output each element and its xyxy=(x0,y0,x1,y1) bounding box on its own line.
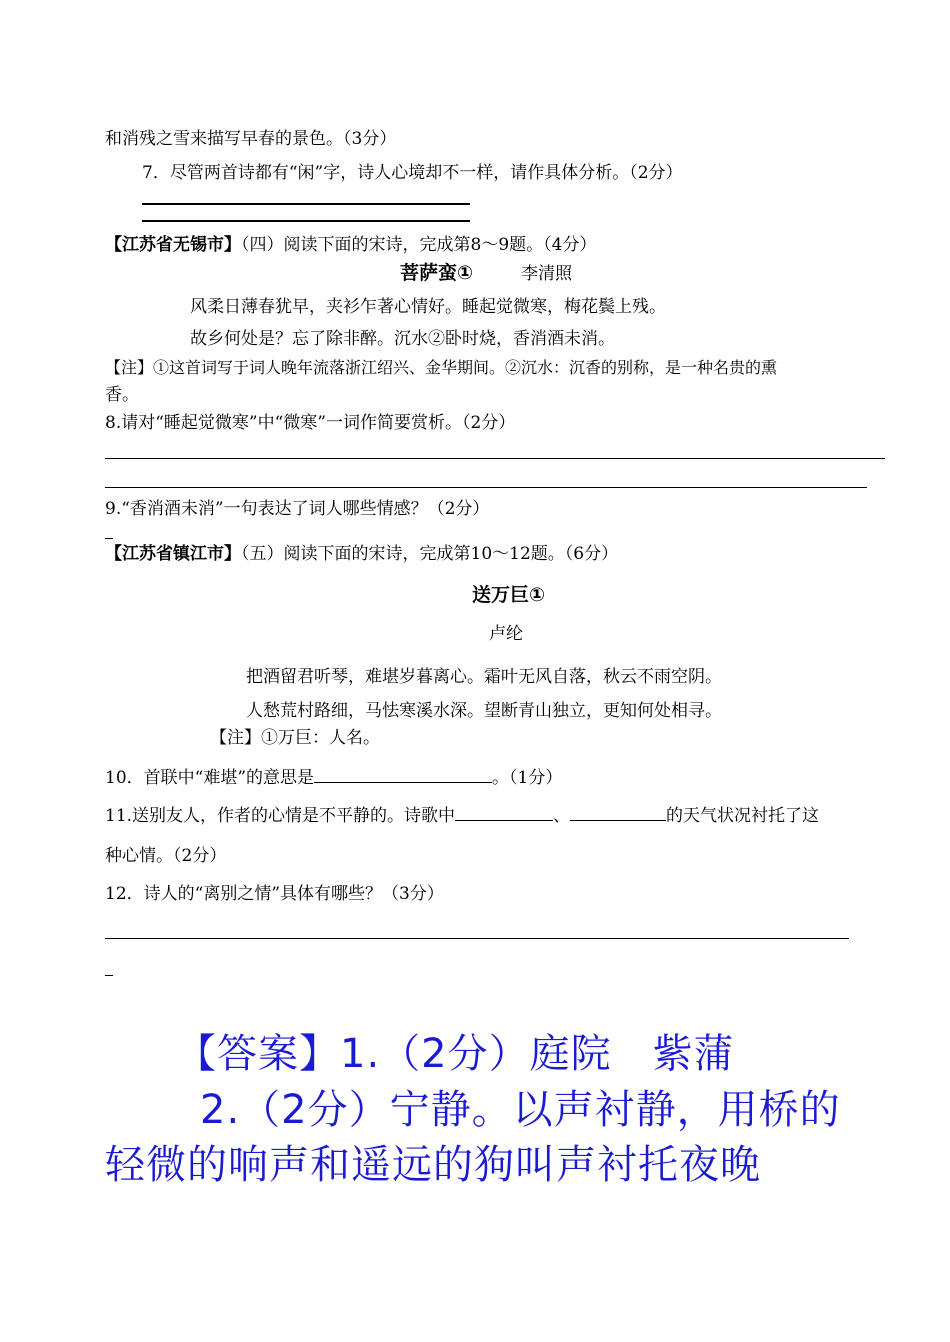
question-10-text: 10．首联中“难堪”的意思是 xyxy=(105,768,315,788)
question-11-text: 11.送别友人，作者的心情是不平静的。诗歌中 xyxy=(105,806,456,826)
question-11 xyxy=(105,802,819,827)
poem-4-title: 菩萨蛮① xyxy=(400,262,474,284)
answer-line xyxy=(105,975,113,976)
answer-line xyxy=(142,220,470,222)
answer-line xyxy=(105,487,867,488)
section-4-intro: （四）阅读下面的宋诗，完成第8～9题。（4分） xyxy=(241,235,597,255)
poem-4-heading xyxy=(400,262,572,285)
question-12: 12．诗人的“离别之情”具体有哪些？（3分） xyxy=(105,884,444,904)
section-4-source: 【江苏省无锡市】 xyxy=(105,235,241,255)
poem-4-line-2: 故乡何处是？忘了除非醉。沉水②卧时烧，香消酒未消。 xyxy=(190,329,615,349)
question-7: 7．尽管两首诗都有“闲”字，诗人心境却不一样，请作具体分析。（2分） xyxy=(142,163,683,183)
poem-5-line-1: 把酒留君听琴，难堪岁暮离心。霜叶无风自落，秋云不雨空阴。 xyxy=(246,667,722,687)
answer-line-1: 【答案】1.（2分）庭院 紫蒲 xyxy=(176,1031,735,1077)
poem-5-note: 【注】①万巨：人名。 xyxy=(210,728,380,748)
poem-4-note-2: 香。 xyxy=(105,385,139,405)
blank-field[interactable] xyxy=(455,802,553,821)
poem-5-line-2: 人愁荒村路细，马怯寒溪水深。望断青山独立，更知何处相寻。 xyxy=(246,701,722,721)
answer-line xyxy=(105,938,849,939)
question-8: 8.请对“睡起觉微寒”中“微寒”一词作简要赏析。（2分） xyxy=(105,413,516,433)
blank-field[interactable] xyxy=(314,764,492,783)
section-5-source: 【江苏省镇江市】 xyxy=(105,544,241,564)
poem-5-title: 送万巨① xyxy=(472,584,546,606)
question-10-points: 。（1分） xyxy=(492,768,563,788)
poem-4-line-1: 风柔日薄春犹早，夹衫乍著心情好。睡起觉微寒，梅花鬓上残。 xyxy=(190,297,666,317)
question-9: 9.“香消酒未消”一句表达了词人哪些情感？（2分） xyxy=(105,499,490,519)
section-5-intro: （五）阅读下面的宋诗，完成第10～12题。（6分） xyxy=(241,544,619,564)
prev-answer-line: 和消残之雪来描写早春的景色。（3分） xyxy=(105,129,397,149)
poem-4-author: 李清照 xyxy=(521,264,573,284)
question-11-text-end: 的天气状况衬托了这 xyxy=(666,806,820,826)
answer-line xyxy=(105,538,113,539)
section-4-header xyxy=(105,234,596,256)
question-11-continued: 种心情。（2分） xyxy=(105,846,227,866)
section-5-header xyxy=(105,543,618,565)
poem-4-note-1: 【注】①这首词写于词人晚年流落浙江绍兴、金华期间。②沉水：沉香的别称，是一种名贵的熏 xyxy=(105,358,778,377)
poem-5-author: 卢纶 xyxy=(489,624,523,644)
question-11-separator: 、 xyxy=(553,806,571,826)
answer-line-2: 2.（2分）宁静。以声衬静，用桥的 xyxy=(200,1087,841,1133)
answer-line-3: 轻微的响声和遥远的狗叫声衬托夜晚 xyxy=(105,1142,761,1188)
question-10 xyxy=(105,764,562,789)
blank-field[interactable] xyxy=(570,802,666,821)
answer-line xyxy=(142,203,470,205)
answer-line xyxy=(105,458,885,459)
